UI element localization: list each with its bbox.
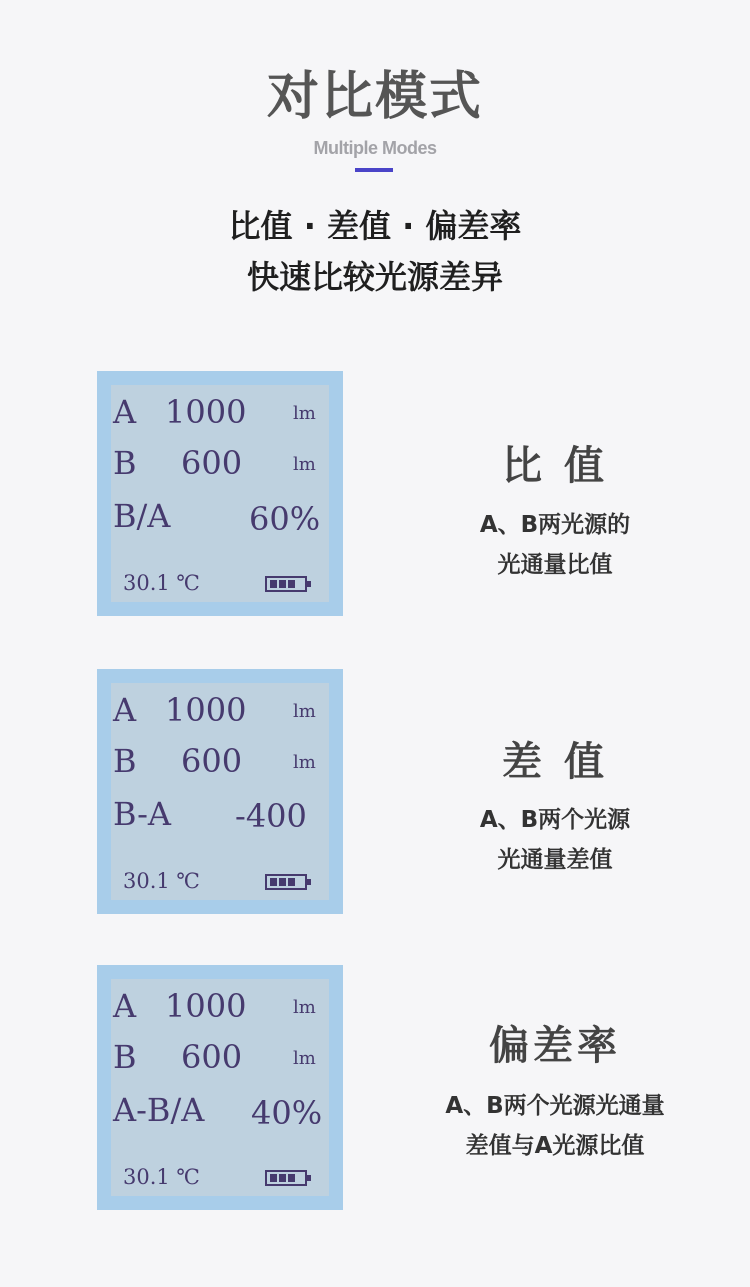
mode-title-deviation: 偏差率 [489,1023,621,1069]
page-subtitle: Multiple Modes [313,138,437,158]
battery-icon [265,1170,307,1186]
lcd-b-unit: lm [293,1048,316,1069]
lcd-a-value: 1000 [165,393,247,431]
lcd-a-label: A [113,393,137,431]
lcd-a-unit: lm [293,403,316,424]
lcd-b-label: B [113,1038,137,1076]
lcd-result-label: A-B/A [113,1091,205,1129]
lcd-b-unit: lm [293,752,316,773]
lcd-temperature: 30.1 ℃ [123,571,200,595]
lcd-display-difference [97,669,343,914]
mode-desc-deviation-line1: A、B两个光源光通量 [445,1093,665,1119]
mode-desc-ratio-line2: 光通量比值 [497,552,613,578]
mode-title-ratio: 比 值 [502,443,608,489]
lcd-display-deviation [97,965,343,1210]
mode-title-difference: 差 值 [502,739,608,785]
lcd-screen [111,385,329,602]
lcd-screen [111,979,329,1196]
lcd-b-value: 600 [181,1038,243,1076]
lcd-result-value: 40% [251,1094,323,1132]
battery-icon [265,874,307,890]
lcd-b-unit: lm [293,454,316,475]
lcd-a-value: 1000 [165,987,247,1025]
mode-desc-deviation-line2: 差值与A光源比值 [465,1133,645,1159]
lcd-result-value: -400 [235,797,307,835]
page-title: 对比模式 [266,67,483,127]
lcd-b-label: B [113,444,137,482]
mode-desc-ratio-line1: A、B两光源的 [479,512,631,538]
tagline-secondary: 快速比较光源差异 [246,258,503,296]
lcd-result-label: B/A [113,497,171,535]
lcd-b-label: B [113,742,137,780]
mode-desc-difference-line2: 光通量差值 [497,847,613,873]
lcd-b-value: 600 [181,742,243,780]
lcd-result-value: 60% [249,500,321,538]
tagline-primary: 比值 · 差值 · 偏差率 [228,207,522,245]
mode-desc-difference-line1: A、B两个光源 [479,807,631,833]
title-underline [355,168,393,172]
lcd-temperature: 30.1 ℃ [123,1165,200,1189]
lcd-a-label: A [113,987,137,1025]
battery-icon [265,576,307,592]
lcd-b-value: 600 [181,444,243,482]
lcd-a-unit: lm [293,701,316,722]
lcd-display-ratio [97,371,343,616]
lcd-screen [111,683,329,900]
lcd-a-unit: lm [293,997,316,1018]
lcd-result-label: B-A [113,795,172,833]
lcd-a-label: A [113,691,137,729]
lcd-temperature: 30.1 ℃ [123,869,200,893]
lcd-a-value: 1000 [165,691,247,729]
